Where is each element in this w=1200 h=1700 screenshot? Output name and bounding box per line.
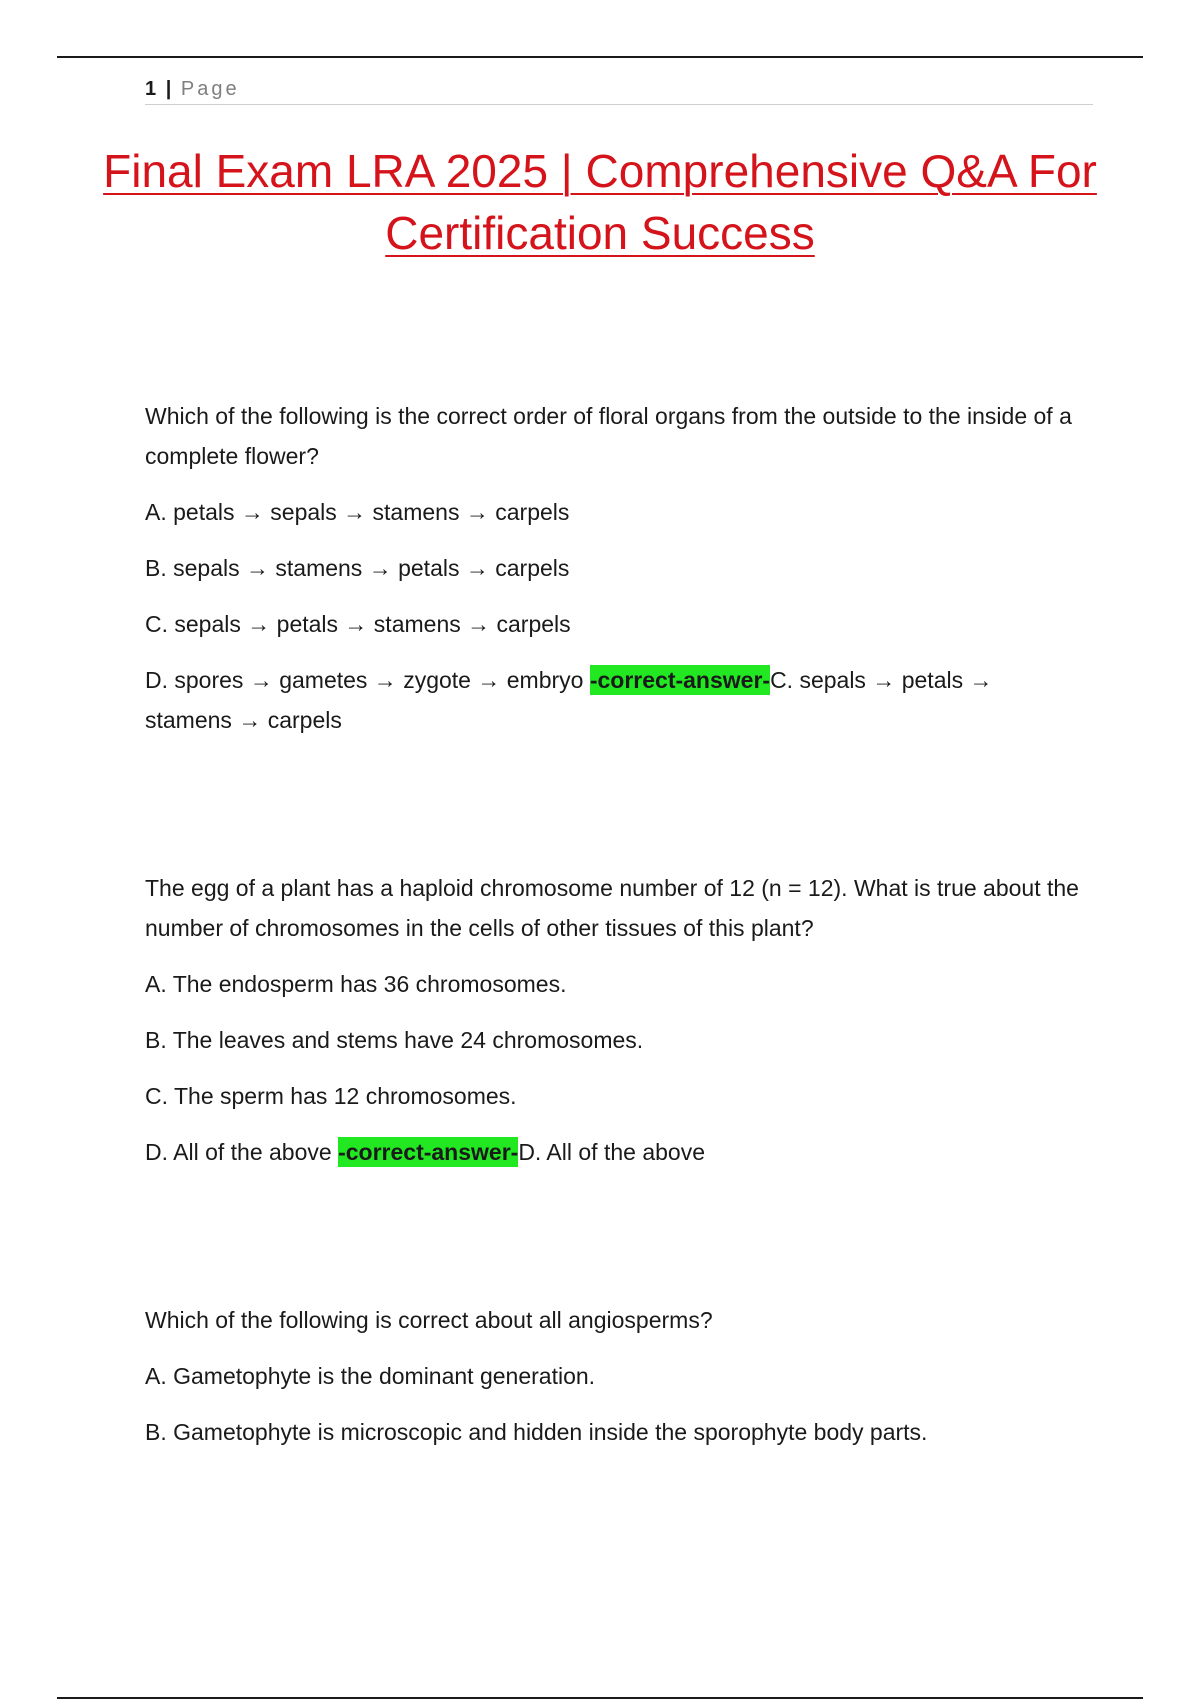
question-3	[145, 1300, 1085, 1468]
question-1	[145, 396, 1085, 756]
page-label: Page	[180, 78, 240, 100]
option-a: A. The endosperm has 36 chromosomes.	[145, 971, 567, 997]
option-c: C. sepals → petals → stamens → carpels	[145, 611, 571, 637]
option-d-with-answer	[145, 660, 1085, 740]
top-rule	[57, 56, 1143, 58]
correct-answer-tag: -correct-answer-	[338, 1139, 519, 1165]
option-b: B. The leaves and stems have 24 chromosomes.	[145, 1027, 644, 1053]
option-b: B. sepals → stamens → petals → carpels	[145, 555, 570, 581]
page-separator: |	[165, 78, 172, 100]
correct-answer: D. All of the above	[518, 1139, 705, 1165]
option-d: D. All of the above	[145, 1139, 332, 1165]
document-title: Final Exam LRA 2025 | Comprehensive Q&A For Certification Success	[103, 145, 1097, 259]
option-a: A. petals → sepals → stamens → carpels	[145, 499, 570, 525]
option-d-with-answer	[145, 1132, 1085, 1172]
question-stem: Which of the following is correct about all angiosperms?	[145, 1307, 713, 1333]
question-stem: The egg of a plant has a haploid chromosome number of 12 (n = 12). What is true about the number of chromosomes in the cells of other tissues of this plant?	[145, 875, 1079, 941]
page-number: 1	[145, 78, 157, 100]
correct-answer: C. sepals → petals → stamens → carpels	[145, 667, 993, 733]
option-b: B. Gametophyte is microscopic and hidden inside the sporophyte body parts.	[145, 1419, 928, 1445]
option-a: A. Gametophyte is the dominant generation.	[145, 1363, 596, 1389]
option-d: D. spores → gametes → zygote → embryo	[145, 667, 584, 693]
page-header	[145, 76, 1093, 105]
question-stem: Which of the following is the correct order of floral organs from the outside to the inside of a complete flower?	[145, 403, 1072, 469]
bottom-rule	[57, 1697, 1143, 1699]
correct-answer-tag: -correct-answer-	[589, 667, 771, 693]
option-c: C. The sperm has 12 chromosomes.	[145, 1083, 517, 1109]
question-2	[145, 868, 1085, 1188]
